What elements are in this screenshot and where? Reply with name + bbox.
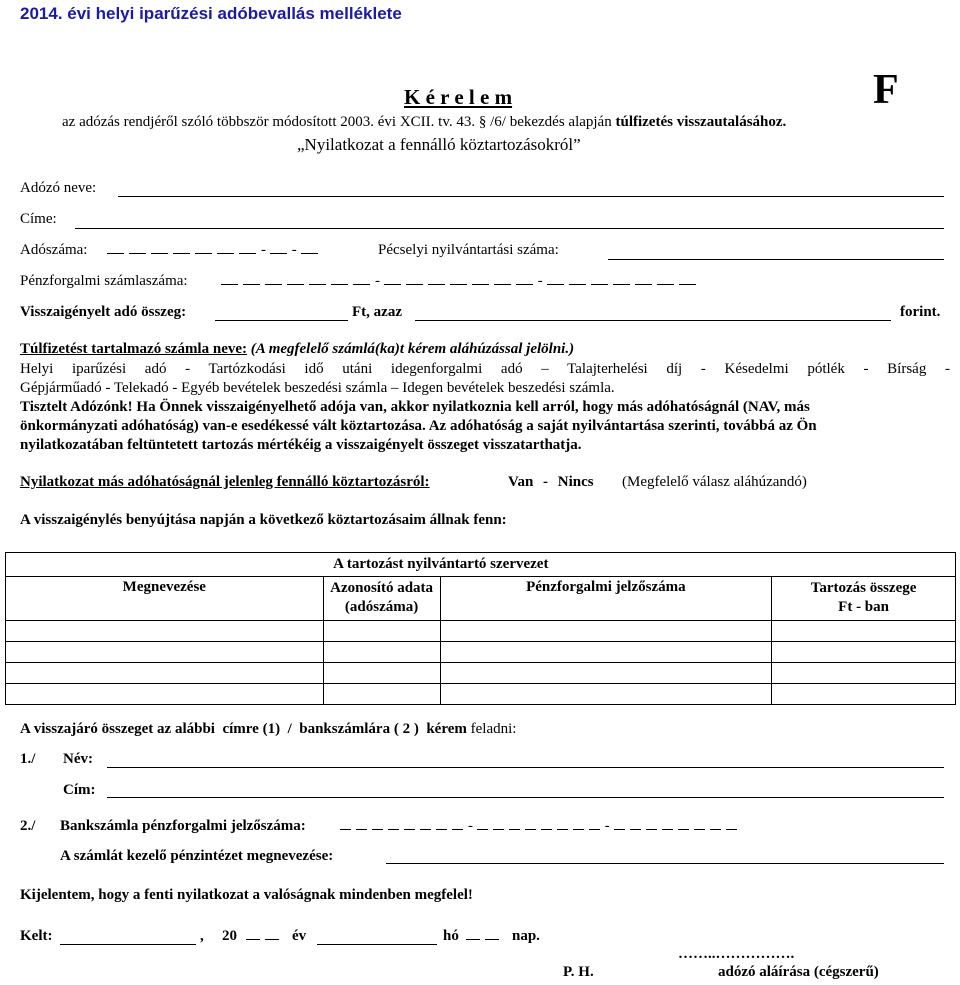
field-osszeg[interactable] [215,320,348,321]
decl-hint: (Megfelelő válasz aláhúzandó) [622,474,807,490]
subtitle: „Nyilatkozat a fennálló köztartozásokról” [297,135,581,154]
col-header-azonosito [323,577,440,621]
label-cime: Címe: [20,211,57,227]
field-pecs-nyilv[interactable] [608,259,944,260]
col1-text: Megnevezése [122,579,206,595]
kelt-label: Kelt: [20,928,53,944]
form-letter: F [873,67,899,113]
col-header-megnevezese [6,577,324,621]
table-row[interactable] [6,663,956,684]
field-adoszama[interactable]: - - [107,242,323,259]
accounts-line-2[interactable]: Gépjárműadó - Telekadó - Egyéb bevételek beszedési számla – Idegen bevételek beszedési számla. [20,380,615,396]
ev-label: év [292,928,307,944]
field-day[interactable] [466,928,504,945]
col4-text-b: Ft - ban [838,599,889,615]
decl-options[interactable]: Van - Nincs [508,474,594,490]
notice-line-2: önkormányzati adóhatóság) van-e esedékessé vált köztartozása. Az adóhatóság a saját nyilvántartása szerinti, továbbá az Ön [20,418,817,434]
label-forint: forint. [900,304,941,320]
notice-greeting: Tisztelt Adózónk! [20,399,133,415]
col2-text-b: (adószáma) [344,599,419,615]
col2-text-a: Azonosító adata [330,580,434,596]
field-penzintezet[interactable] [386,863,944,864]
ho-label: hó [443,928,459,944]
opt2-num: 2./ [20,818,36,834]
field-bankszamla[interactable]: - - [340,818,742,835]
field-cime[interactable] [75,228,944,229]
table-row[interactable] [6,642,956,663]
opt1-num: 1./ [20,751,36,767]
field-cim[interactable] [107,797,944,798]
notice-line-1 [20,398,950,418]
col-header-penzforgalmi [440,577,772,621]
label-adoszama: Adószáma: [20,242,88,258]
opt2-bank-label: A számlát kezelő pénzintézet megnevezése: [60,848,334,864]
col4-text-a: Tartozás összege [810,580,917,596]
header-title: 2014. évi helyi iparűzési adóbevallás melléklete [20,4,402,23]
col-header-osszeg [772,577,956,621]
accounts-line-1[interactable]: Helyi iparűzési adó - Tartózkodási idő utáni idegenforgalmi adó – Talajterhelési díj - Késedelmi pótlék - Bírság - [20,361,950,377]
field-month[interactable] [317,944,437,945]
opt2-label: Bankszámla pénzforgalmi jelzőszáma: [60,818,306,834]
tulfizetes-heading [20,341,574,358]
ph-label: P. H. [563,964,594,980]
field-adozo-neve[interactable] [118,196,944,197]
decl-label: Nyilatkozat más adóhatóságnál jelenleg fennálló köztartozásról: [20,474,430,490]
label-ft-azaz: Ft, azaz [352,304,402,320]
return-text-tail: feladni: [466,721,517,737]
field-kelt-hely[interactable] [60,944,196,945]
notice-line-3: nyilatkozatában feltüntetett tartozás mértékéig a visszaigényelt összeget visszatarthatja. [20,437,582,453]
field-penzforgalmi[interactable]: - - [221,273,701,290]
opt1-nev-label: Név: [63,751,93,767]
signature-label: adózó aláírása (cégszerű) [718,964,879,980]
legal-basis [62,114,786,131]
legal-basis-text: az adózás rendjéről szóló többször módosított 2003. évi XCII. tv. 43. § /6/ bekezdés alapján [62,114,616,130]
group-header-text: A tartozást nyilvántartó szervezet [333,556,549,572]
notice-text-1: Ha Önnek visszaigényelhető adója van, akkor nyilatkoznia kell arról, hogy más adóhatóságnál (NAV, más [132,399,810,415]
year-prefix: 20 [222,928,237,944]
form-title: K é r e l e m [404,85,513,109]
label-penzforgalmi: Pénzforgalmi számlaszáma: [20,273,188,289]
return-text: A visszajáró összeget az alábbi címre (1) / bankszámlára ( 2 ) kérem [20,721,467,737]
label-adozo-neve: Adózó neve: [20,180,97,196]
table-row[interactable] [6,684,956,705]
col3-text: Pénzforgalmi jelzőszáma [526,579,686,595]
opt1-cim-label: Cím: [63,782,96,798]
field-nev[interactable] [107,767,944,768]
nap-label: nap. [512,928,540,944]
signature-line[interactable]: ……..……………. [678,946,795,962]
debts-table [5,552,956,705]
table-row[interactable] [6,621,956,642]
tulfizetes-label: Túlfizetést tartalmazó számla neve: [20,341,248,357]
tulfizetes-note: (A megfelelő számlá(ka)t kérem aláhúzással jelölni.) [247,341,575,357]
table-group-header [323,553,955,577]
debts-intro: A visszaigénylés benyújtása napján a következő köztartozásaim állnak fenn: [20,512,507,528]
label-visszaigenyelt: Visszaigényelt adó összeg: [20,304,187,320]
legal-basis-bold: túlfizetés visszautalásához. [615,114,787,130]
declaration: Kijelentem, hogy a fenti nyilatkozat a valóságnak mindenben megfelel! [20,887,473,903]
label-pecs-nyilv: Pécselyi nyilvántartási száma: [378,242,559,258]
return-line [20,721,516,738]
field-osszeg-betuvel[interactable] [415,320,891,321]
kelt-comma: , [200,928,204,944]
field-year[interactable] [246,928,284,945]
